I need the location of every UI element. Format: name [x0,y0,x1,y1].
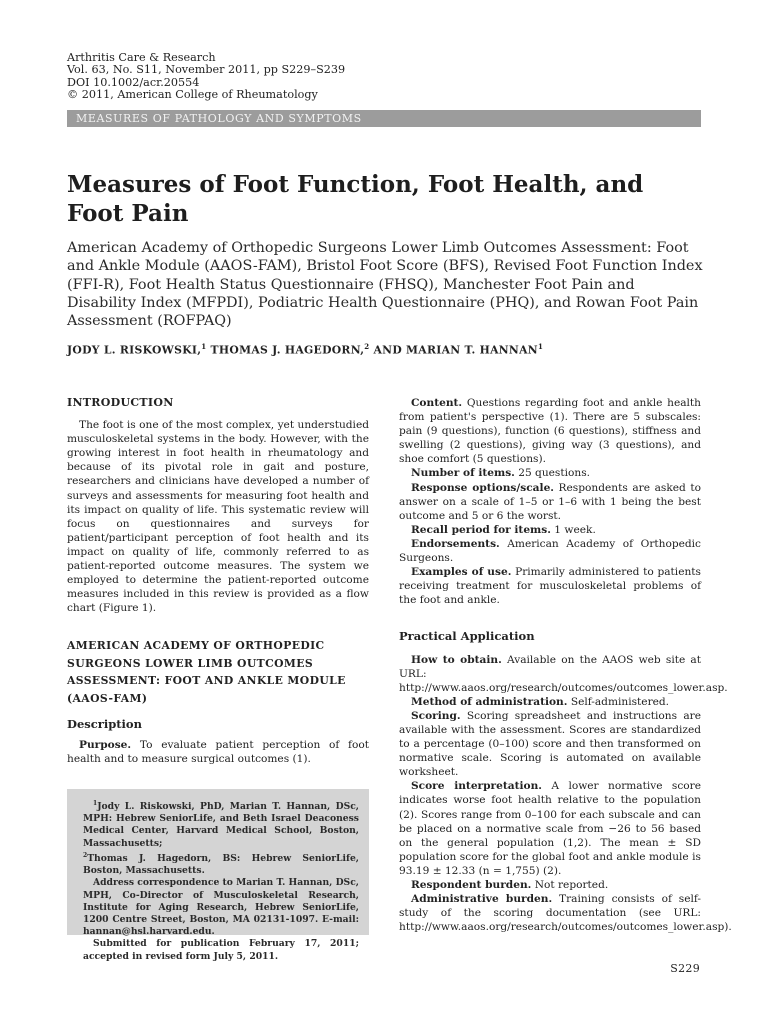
footnote-sup-2: 2 [83,851,88,859]
examples-paragraph [399,565,701,607]
author-2: THOMAS J. HAGEDORN, [206,343,365,357]
interp-label: Score interpretation. [411,780,543,793]
method-paragraph [399,695,701,709]
footnote-sup-1: 1 [93,800,98,807]
article-subtitle: American Academy of Orthopedic Surgeons Lower Limb Outcomes Assessment: Foot and Ankle Module (AAOS-FAM), Bristol Foot Score (BFS), Revised Foot Function Index (FFI-R), Foot Health Status Questionnaire (FHSQ), Manchester Foot Pain and Disability Index (MFPDI), Podiatric Health Questionnaire (PHQ), and Rowan Foot Pain Assessment (ROFPAQ) [67,240,703,330]
scoring-label: Scoring. [411,709,461,722]
description-heading: Description [67,717,142,732]
content-paragraph [399,396,701,466]
items-paragraph [399,466,701,480]
purpose-label: Purpose. [79,738,132,751]
items-label: Number of items. [411,467,515,480]
journal-header [67,52,707,102]
interp-paragraph [399,779,701,878]
interp-text: A lower normative score indicates worse foot health relative to the population (2). Scores range from 0–100 for each subscale and can be placed on a normative scale from −26 to 56 based on the general population (1,2). The mean ± SD population score for the global foot and ankle module is 93.19 ± 12.33 (n = 1,755) (2). [399,780,701,877]
admin-label: Administrative burden. [411,893,553,906]
author-1-affil: 1 [201,342,207,351]
practical-heading: Practical Application [399,629,535,644]
obtain-label: How to obtain. [411,653,502,666]
footnote-address: Address correspondence to Marian T. Hannan, DSc, MPH, Co-Director of Musculoskeletal Research, Institute for Aging Research, Hebrew SeniorLife, 1200 Centre Street, Boston, MA 02131-1097. E-mail: hannan@hsl.harvard.edu. [83,877,359,938]
aaos-section-heading: AMERICAN ACADEMY OF ORTHOPEDIC SURGEONS LOWER LIMB OUTCOMES ASSESSMENT: FOOT AND ANKLE MODULE (AAOS-FAM) [67,639,346,705]
burden-text: Not reported. [531,879,609,891]
examples-label: Examples of use. [411,566,512,579]
footnote-affil-2 [83,850,359,877]
purpose-text: To evaluate patient perception of foot health and to measure surgical outcomes (1). [67,738,369,765]
purpose-paragraph [67,738,369,766]
endorse-label: Endorsements. [411,537,500,550]
journal-volume: Vol. 63, No. S11, November 2011, pp S229–S239 [67,63,346,77]
response-label: Response options/scale. [411,481,554,494]
method-text: Self-administered. [567,695,670,708]
admin-paragraph [399,892,732,934]
author-line [67,342,707,357]
intro-paragraph: The foot is one of the most complex, yet understudied musculoskeletal systems in the body. However, with the growing interest in foot health in rheumatology and because of its pivotal role in gait and posture, researchers and clinicians have developed a number of surveys and assessments for measuring foot health and its impact on quality of life. This systematic review will focus on questionnaires and surveys for patient/participant perception of foot health and its impact on quality of life, commonly referred to as patient-reported outcome measures. The system we employed to determine the patient-reported outcome measures included in this review is provided as a flow chart (Figure 1). [67,419,369,615]
journal-name: Arthritis Care & Research [67,51,216,64]
content-text: Questions regarding foot and ankle health from patient's perspective (1). There are 5 subscales: pain (9 questions), function (6 questions), stiffness and swelling (2 questions), giving way (3 questions), and shoe comfort (5 questions). [399,397,701,466]
recall-text: 1 week. [550,523,596,536]
burden-label: Respondent burden. [411,879,532,891]
footnote-affil-1 [83,798,359,850]
left-column [67,396,369,766]
recall-label: Recall period for items. [411,523,551,536]
author-3-affil: 1 [537,342,544,351]
footnote-text-2: Thomas J. Hagedorn, BS: Hebrew SeniorLife, Boston, Massachusetts. [83,852,359,877]
author-1: JODY L. RISKOWSKI, [67,343,202,357]
scoring-paragraph [399,709,701,779]
scoring-text: Scoring spreadsheet and instructions are available with the assessment. Scores are standardized to a percentage (0–100) score and then transformed on normative scale. Scoring is automated on available worksheet. [399,709,701,779]
endorse-text: American Academy of Orthopedic Surgeons. [399,537,701,565]
obtain-text: Available on the AAOS web site at URL: http://www.aaos.org/research/outcomes/outcomes_lower.asp. [399,653,728,694]
journal-copyright: © 2011, American College of Rheumatology [67,88,318,102]
intro-heading: INTRODUCTION [67,396,174,409]
method-label: Method of administration. [411,695,568,708]
right-column [399,396,732,934]
section-band: MEASURES OF PATHOLOGY AND SYMPTOMS [67,110,701,127]
article-title: Measures of Foot Function, Foot Health, and Foot Pain [67,171,644,227]
footnote-text-1: Jody L. Riskowski, PhD, Marian T. Hannan, DSc, MPH: Hebrew SeniorLife, and Beth Israel Deaconess Medical Center, Harvard Medical School, Boston, Massachusetts; [83,801,359,849]
admin-text: Training consists of self-study of the scoring documentation (see URL: http://www.aaos.org/research/outcomes/outcomes_lower.asp). [399,893,732,934]
affiliation-footnote [67,789,369,962]
page-number: S229 [670,962,700,975]
journal-doi: DOI 10.1002/acr.20554 [67,75,200,89]
author-2-affil: 2 [364,342,370,351]
items-text: 25 questions. [514,467,591,480]
footnote-submitted: Submitted for publication February 17, 2011; accepted in revised form July 5, 2011. [83,938,359,962]
author-3: AND MARIAN T. HANNAN [369,343,538,357]
content-label: Content. [411,397,463,409]
response-text: Respondents are asked to answer on a scale of 1–5 or 1–6 with 1 being the best outcome and 5 or 6 the worst. [399,481,701,522]
burden-paragraph [399,878,701,892]
examples-text: Primarily administered to patients receiving treatment for musculoskeletal problems of the foot and ankle. [399,566,701,607]
recall-paragraph [399,523,701,537]
endorse-paragraph [399,537,701,565]
obtain-paragraph [399,653,728,695]
response-paragraph [399,481,701,523]
